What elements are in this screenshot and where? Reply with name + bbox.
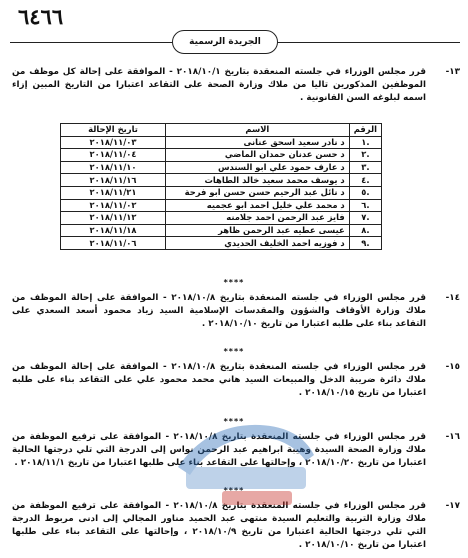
row-rank: .٤ [349, 174, 381, 187]
row-name: د فوزيه احمد الخليف الحديدي [166, 237, 350, 250]
row-date: ٢٠١٨/١١/١٨ [61, 224, 166, 237]
table-row [61, 212, 382, 225]
decision-number: -١٤ [445, 293, 460, 303]
table-row [61, 136, 382, 149]
decision-number: -١٥ [445, 362, 460, 372]
table-row [61, 186, 382, 199]
row-date: ٢٠١٨/١١/٠٣ [61, 136, 166, 149]
row-date: ٢٠١٨/١١/١٠ [61, 161, 166, 174]
separator: **** [223, 347, 245, 356]
row-name: فايز عبد الرحمن احمد جلامنه [166, 212, 350, 225]
decision-17 [12, 500, 460, 552]
decision-16 [12, 431, 460, 470]
table-row [61, 149, 382, 162]
row-rank: .٨ [349, 224, 381, 237]
separator: **** [223, 486, 245, 495]
row-rank: .٩ [349, 237, 381, 250]
gazette-title: الجريدة الرسمية [189, 37, 261, 47]
separator: **** [223, 278, 245, 287]
row-date: ٢٠١٨/١١/٠٢ [61, 199, 166, 212]
row-name: د يوسف محمد سعيد خالد الطاهات [166, 174, 350, 187]
row-rank: .٦ [349, 199, 381, 212]
decision-number: -١٣ [445, 67, 460, 77]
table-row [61, 237, 382, 250]
decision-text: قرر مجلس الوزراء في جلسته المنعقدة بتاريخ ٢٠١٨/١٠/٨ - الموافقة على ترفيع الموظفة من ملاك وزارة الصحة السيدة وهيبة ابراهيم عبد الرحمن نواس إلى الدرجة التي تلي درجتها الحالية اعتبارا من تاريخ ٢٠١٨/١٠/٢٠ ، وإحالتها على التقاعد بناء على طلبها اعتبارا من تاريخ ٢٠١٨/١١/١ . [12, 432, 426, 468]
table-row [61, 161, 382, 174]
decision-number: -١٧ [445, 501, 460, 511]
separator: **** [223, 417, 245, 426]
row-date: ٢٠١٨/١١/٠٤ [61, 149, 166, 162]
row-name: د نائل عبد الرحيم حسن حسن ابو فرحة [166, 186, 350, 199]
decision-text: قرر مجلس الوزراء في جلسته المنعقدة بتاريخ ٢٠١٨/١٠/٨ - الموافقة على إحالة الموظف من ملاك وزارة الأوقاف والشؤون والمقدسات الإسلامية السيد زياد محمود أسعد السعدي على التقاعد بناء على طلبه اعتبارا من تاريخ ٢٠١٨/١٠/١٠ . [12, 293, 426, 329]
col-rank-header: الرقم [349, 124, 381, 137]
col-date-header: تاريخ الإحالة [61, 124, 166, 137]
decision-number: -١٦ [445, 432, 460, 442]
decision-14 [12, 292, 460, 331]
table-row [61, 174, 382, 187]
row-rank: .٢ [349, 149, 381, 162]
row-rank: .٥ [349, 186, 381, 199]
page-number: ٦٤٦٦ [18, 4, 64, 29]
row-rank: .٧ [349, 212, 381, 225]
row-name: د عارف حمود علي ابو السندس [166, 161, 350, 174]
row-rank: .٣ [349, 161, 381, 174]
col-name-header: الاسم [166, 124, 350, 137]
decision-15 [12, 361, 460, 400]
row-date: ٢٠١٨/١١/١٦ [61, 174, 166, 187]
retirement-table [60, 123, 382, 250]
row-name: د محمد علي خليل احمد ابو عجميه [166, 199, 350, 212]
table-row [61, 224, 382, 237]
row-rank: .١ [349, 136, 381, 149]
table-row [61, 199, 382, 212]
decision-text: قرر مجلس الوزراء في جلسته المنعقدة بتاريخ ٢٠١٨/١٠/٨ - الموافقة على إحالة الموظف من ملاك دائرة ضريبة الدخل والمبيعات السيد هاني محمد محمود علي على التقاعد بناء على طلبه اعتبارا من تاريخ ٢٠١٨/١٠/١٥ . [12, 362, 426, 398]
decision-text: قرر مجلس الوزراء في جلسته المنعقدة بتاريخ ٢٠١٨/١٠/٨ - الموافقة على ترفيع الموظفة من ملاك وزارة التربية والتعليم السيدة منتهى عبد الحميد مناور المجالي إلى ادنى مربوط الدرجة التي تلي درجتها الحالية اعتبارا من تاريخ ٢٠١٨/١٠/٩ ، وإحالتها على التقاعد بناء على طلبها اعتبارا من تاريخ ٢٠١٨/١٠/١٠ . [12, 501, 426, 550]
decision-13 [12, 66, 460, 105]
row-name: عيسى عطيه عبد الرحمن ظاهر [166, 224, 350, 237]
row-name: د نادر سعيد اسحق عنانى [166, 136, 350, 149]
row-date: ٢٠١٨/١١/٠٦ [61, 237, 166, 250]
gazette-title-badge [172, 30, 278, 54]
row-date: ٢٠١٨/١١/١٢ [61, 212, 166, 225]
decision-text: قرر مجلس الوزراء في جلسته المنعقدة بتاريخ ٢٠١٨/١٠/١ - الموافقة على إحالة كل موظف من الموظفين المذكورين تاليا من ملاك وزارة الصحة على التقاعد اعتبارا من التاريخ المبين إزاء اسمه لبلوغه السن القانونية . [12, 67, 426, 103]
row-name: د حسن عدنان حمدان الماضي [166, 149, 350, 162]
row-date: ٢٠١٨/١١/٢١ [61, 186, 166, 199]
table-header-row [61, 124, 382, 137]
